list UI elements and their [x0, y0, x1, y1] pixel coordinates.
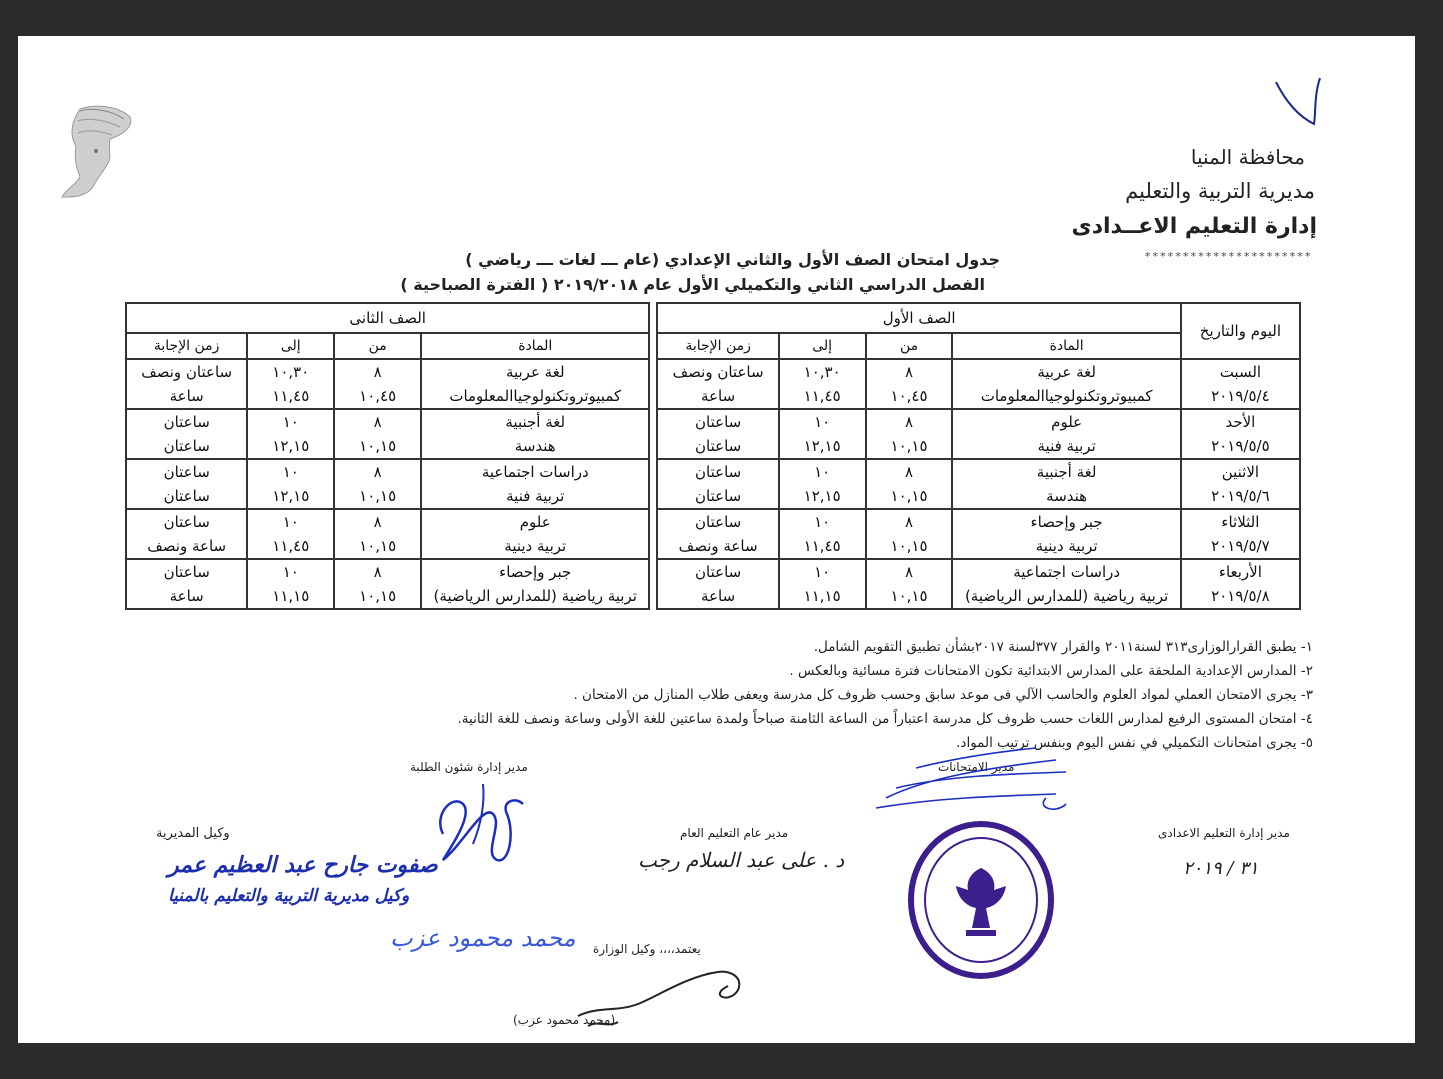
note-1: ١- يطبق القرارالوزارى٣١٣ لسنة٢٠١١ والقرار ٣٧٧لسنة ٢٠١٧بشأن تطبيق التقويم الشامل.: [813, 639, 1313, 655]
day-date-cell: [1181, 509, 1300, 559]
g1-dur-cell: ساعة: [657, 584, 778, 609]
note-2: ٢- المدارس الإعدادية الملحقة على المدارس الابتدائية تكون الامتحانات فترة مسائية وبالعكس .: [789, 663, 1313, 679]
g2-duration-header: زمن الإجابة: [126, 333, 247, 359]
g1-to-cell: ١٢,١٥: [779, 484, 866, 509]
day-date-header: اليوم والتاريخ: [1181, 303, 1300, 359]
table-row: [126, 584, 1300, 609]
g2-subject-cell: لغة عربية: [421, 359, 649, 384]
g2-dur-cell: ساعتان: [126, 434, 247, 459]
g1-from-cell: ٨: [866, 459, 953, 484]
exam-date: ٢٠١٩/٥/٥: [1211, 437, 1270, 455]
g2-from-cell: ١٠,١٥: [334, 484, 421, 509]
g1-to-cell: ١٠: [779, 509, 866, 534]
nefertiti-emblem-icon: [50, 101, 140, 201]
g2-to-cell: ١٠: [247, 509, 334, 534]
g2-dur-cell: ساعتان ونصف: [126, 359, 247, 384]
g2-dur-cell: ساعة: [126, 584, 247, 609]
g1-subject-cell: هندسة: [952, 484, 1180, 509]
deputy-handwritten-name: صفوت جارح عبد العظيم عمر: [168, 852, 438, 878]
exam-date: ٢٠١٩/٥/٧: [1211, 537, 1270, 555]
g2-to-cell: ١٠: [247, 459, 334, 484]
g2-to-cell: ١١,٤٥: [247, 384, 334, 409]
g1-to-cell: ١١,١٥: [779, 584, 866, 609]
g2-dur-cell: ساعتان: [126, 484, 247, 509]
note-3: ٣- يجرى الامتحان العملي لمواد العلوم والحاسب الآلي فى موعد سابق وحسب ظروف كل مدرسة ويعفى طلاب المنازل من الامتحان .: [573, 687, 1313, 703]
general-ed-handwritten-name: د . على عبد السلام رجب: [638, 848, 845, 872]
g2-subject-cell: تربية دينية: [421, 534, 649, 559]
g2-from-cell: ٨: [334, 409, 421, 434]
exams-manager-signature: [866, 738, 1086, 818]
table-row: [126, 409, 1300, 434]
g1-to-cell: ١٠: [779, 409, 866, 434]
exams-manager-title: مدير الامتحانات: [938, 760, 1015, 774]
grade2-header: الصف الثانى: [126, 303, 649, 333]
day-name: السبت: [1219, 363, 1262, 381]
note-4: ٤- امتحان المستوى الرفيع لمدارس اللغات حسب ظروف كل مدرسة اعتباراً من الساعة الثامنة صباحاً ولمدة ساعتين للغة الأولى وساعة ونصف للغة الثانية.: [457, 711, 1313, 727]
g1-from-cell: ١٠,١٥: [866, 484, 953, 509]
g1-from-cell: ١٠,٤٥: [866, 384, 953, 409]
g1-from-cell: ٨: [866, 559, 953, 584]
g2-dur-cell: ساعة ونصف: [126, 534, 247, 559]
g2-to-cell: ١١,٤٥: [247, 534, 334, 559]
g1-dur-cell: ساعتان: [657, 484, 778, 509]
g1-subject-cell: لغة أجنبية: [952, 459, 1180, 484]
g1-subject-cell: جبر وإحصاء: [952, 509, 1180, 534]
g1-subject-cell: لغة عربية: [952, 359, 1180, 384]
exam-date: ٢٠١٩/٥/٦: [1211, 487, 1270, 505]
exam-schedule-table: [125, 302, 1301, 610]
g2-subject-cell: هندسة: [421, 434, 649, 459]
schedule-subtitle: الفصل الدراسي الثاني والتكميلي الأول عام ٢٠١٩/٢٠١٨ ( الفترة الصباحية ): [400, 275, 985, 294]
table-row: [126, 484, 1300, 509]
deputy-handwritten-title: وكيل مديرية التربية والتعليم بالمنيا: [168, 886, 410, 906]
g1-subject-cell: تربية دينية: [952, 534, 1180, 559]
g1-duration-header: زمن الإجابة: [657, 333, 778, 359]
g2-from-cell: ١٠,٤٥: [334, 384, 421, 409]
students-affairs-title: مدير إدارة شئون الطلبة: [410, 760, 528, 774]
g1-from-cell: ٨: [866, 409, 953, 434]
day-date-cell: [1181, 409, 1300, 459]
day-name: الأربعاء: [1218, 563, 1262, 581]
g2-from-cell: ٨: [334, 509, 421, 534]
day-name: الثلاثاء: [1221, 513, 1260, 531]
table-row: [126, 384, 1300, 409]
g1-to-cell: ١٢,١٥: [779, 434, 866, 459]
deputy-directorate-title: وكيل المديرية: [156, 826, 230, 841]
day-date-cell: [1181, 359, 1300, 409]
g2-to-cell: ١٠: [247, 559, 334, 584]
g2-to-cell: ١٢,١٥: [247, 434, 334, 459]
table-row: [126, 559, 1300, 584]
g1-dur-cell: ساعة: [657, 384, 778, 409]
g2-dur-cell: ساعتان: [126, 559, 247, 584]
g2-to-cell: ١٠: [247, 409, 334, 434]
g1-dur-cell: ساعتان ونصف: [657, 359, 778, 384]
g1-from-cell: ١٠,١٥: [866, 434, 953, 459]
approve-title: يعتمد،،،، وكيل الوزارة: [593, 942, 701, 956]
g1-from-cell: ١٠,١٥: [866, 534, 953, 559]
g2-dur-cell: ساعتان: [126, 509, 247, 534]
g2-from-cell: ١٠,١٥: [334, 584, 421, 609]
g1-to-header: إلى: [779, 333, 866, 359]
table-row: [126, 359, 1300, 384]
undersecretary-name: (محمد محمود عزب): [513, 1013, 616, 1027]
g2-from-cell: ١٠,١٥: [334, 434, 421, 459]
g2-subject-cell: كمبيوتروتكنولوجياالمعلومات: [421, 384, 649, 409]
g2-from-cell: ١٠,١٥: [334, 534, 421, 559]
g1-from-header: من: [866, 333, 953, 359]
g1-subject-cell: تربية رياضية (للمدارس الرياضية): [952, 584, 1180, 609]
grade1-header: الصف الأول: [657, 303, 1180, 333]
department-name: إدارة التعليم الاعــدادى: [1071, 214, 1317, 239]
g1-subject-cell: كمبيوتروتكنولوجياالمعلومات: [952, 384, 1180, 409]
note-5: ٥- يجرى امتحانات التكميلي في نفس اليوم وبنفس ترتيب المواد.: [956, 735, 1313, 751]
undersecretary-handwritten-name: محمد محمود عزب: [390, 924, 576, 952]
day-date-cell: [1181, 559, 1300, 609]
g1-dur-cell: ساعتان: [657, 559, 778, 584]
day-name: الاثنين: [1221, 463, 1260, 481]
column-divider: [649, 303, 657, 609]
official-stamp-seal: [906, 820, 1056, 980]
g2-to-cell: ١٠,٣٠: [247, 359, 334, 384]
exam-date: ٢٠١٩/٥/٤: [1211, 387, 1270, 405]
g2-subject-cell: تربية رياضية (للمدارس الرياضية): [421, 584, 649, 609]
g2-from-cell: ٨: [334, 359, 421, 384]
g2-from-header: من: [334, 333, 421, 359]
g2-subject-header: المادة: [421, 333, 649, 359]
g1-dur-cell: ساعتان: [657, 434, 778, 459]
g2-subject-cell: لغة أجنبية: [421, 409, 649, 434]
g2-dur-cell: ساعتان: [126, 409, 247, 434]
g2-dur-cell: ساعتان: [126, 459, 247, 484]
g1-dur-cell: ساعتان: [657, 409, 778, 434]
g1-dur-cell: ساعة ونصف: [657, 534, 778, 559]
g2-to-header: إلى: [247, 333, 334, 359]
g1-to-cell: ١١,٤٥: [779, 534, 866, 559]
g1-subject-cell: دراسات اجتماعية: [952, 559, 1180, 584]
day-name: الأحد: [1225, 413, 1256, 431]
g2-subject-cell: علوم: [421, 509, 649, 534]
g1-from-cell: ٨: [866, 509, 953, 534]
g1-to-cell: ١١,٤٥: [779, 384, 866, 409]
prep-manager-handwritten-date: ٣١ / ٢٠١٩: [1183, 858, 1259, 879]
g1-subject-header: المادة: [952, 333, 1180, 359]
table-row: [126, 434, 1300, 459]
g2-from-cell: ٨: [334, 459, 421, 484]
table-row: [126, 509, 1300, 534]
g1-from-cell: ١٠,١٥: [866, 584, 953, 609]
general-ed-manager-title: مدير عام التعليم العام: [680, 826, 789, 840]
g2-subject-cell: تربية فنية: [421, 484, 649, 509]
table-row: [126, 534, 1300, 559]
g1-subject-cell: تربية فنية: [952, 434, 1180, 459]
governorate-name: محافظة المنيا: [1190, 145, 1305, 169]
header-divider: **********************: [1144, 250, 1312, 263]
g1-from-cell: ٨: [866, 359, 953, 384]
day-date-cell: [1181, 459, 1300, 509]
g2-to-cell: ١١,١٥: [247, 584, 334, 609]
exam-date: ٢٠١٩/٥/٨: [1211, 587, 1270, 605]
page-mark-handwritten: [1268, 72, 1328, 132]
g1-to-cell: ١٠: [779, 459, 866, 484]
g1-to-cell: ١٠: [779, 559, 866, 584]
table-row: [126, 459, 1300, 484]
prep-manager-title: مدير إدارة التعليم الاعدادى: [1158, 826, 1290, 840]
g1-subject-cell: علوم: [952, 409, 1180, 434]
g2-dur-cell: ساعة: [126, 384, 247, 409]
g2-subject-cell: جبر وإحصاء: [421, 559, 649, 584]
g1-dur-cell: ساعتان: [657, 509, 778, 534]
g1-to-cell: ١٠,٣٠: [779, 359, 866, 384]
students-affairs-signature: [423, 774, 533, 874]
g2-to-cell: ١٢,١٥: [247, 484, 334, 509]
undersecretary-signature: [558, 956, 758, 1036]
g2-from-cell: ٨: [334, 559, 421, 584]
directorate-name: مديرية التربية والتعليم: [1125, 179, 1315, 203]
g2-subject-cell: دراسات اجتماعية: [421, 459, 649, 484]
schedule-title: جدول امتحان الصف الأول والثاني الإعدادي (عام ـــ لغات ـــ رياضي ): [465, 250, 1000, 269]
g1-dur-cell: ساعتان: [657, 459, 778, 484]
document-page: [18, 36, 1415, 1043]
